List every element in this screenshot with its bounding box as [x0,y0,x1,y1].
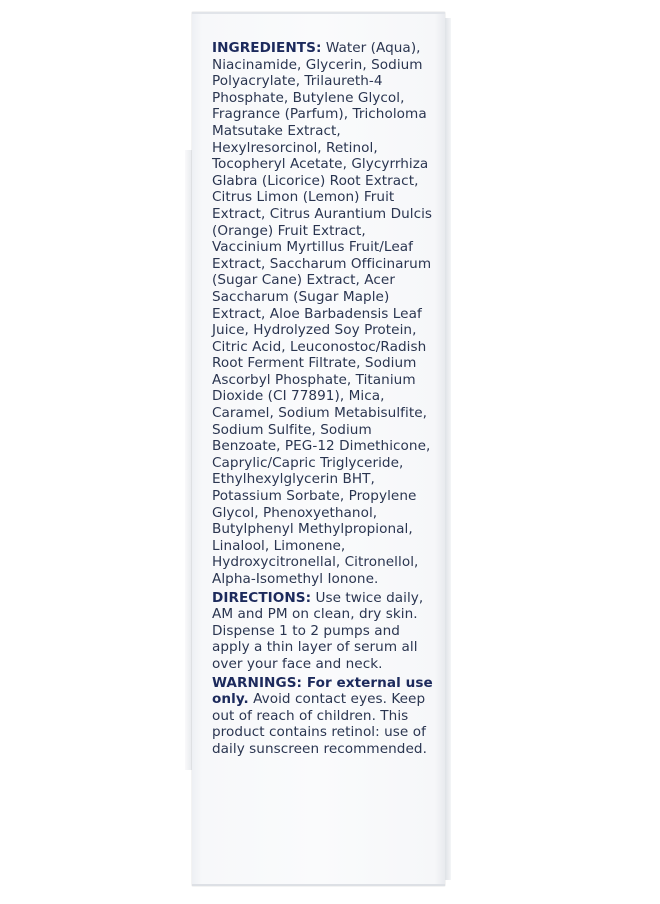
warnings-text: Avoid contact eyes. Keep out of reach of children. This product contains retinol: use of daily sunscreen recommended. [212,691,427,757]
ingredients-paragraph [212,40,440,588]
directions-heading: DIRECTIONS: [212,589,312,606]
warnings-heading: WARNINGS: [212,674,303,691]
warnings-paragraph [212,675,440,758]
directions-paragraph [212,590,440,673]
label-text-block [212,40,440,760]
box-bottom-edge [192,884,445,886]
box-top-edge [192,12,445,14]
ingredients-list: Water (Aqua), Niacinamide, Glycerin, Sodium Polyacrylate, Trilaureth-4 Phosphate, Butylene Glycol, Fragrance (Parfum), Tricholoma Matsutake Extract, Hexylresorcinol, Retinol, Tocopheryl Acetate, Glycyrrhiza Glabra (Licorice) Root Extract, Citrus Limon (Lemon) Fruit Extract, Citrus Aurantium Dulcis (Orange) Fruit Extract, Vaccinium Myrtillus Fruit/Leaf Extract, Saccharum Officinarum (Sugar Cane) Extract, Acer Saccharum (Sugar Maple) Extract, Aloe Barbadensis Leaf Juice, Hydrolyzed Soy Protein, Citric Acid, Leuconostoc/Radish Root Ferment Filtrate, Sodium Ascorbyl Phosphate, Titanium Dioxide (CI 77891), Mica, Caramel, Sodium Metabisulfite, Sodium Sulfite, Sodium Benzoate, PEG-12 Dimethicone, Caprylic/Capric Triglyceride, Ethylhexylglycerin BHT, Potassium Sorbate, Propylene Glycol, Phenoxyethanol, Butylphenyl Methylpropional, Linalool, Limonene, Hydroxycitronellal, Citronellol, Alpha-Isomethyl Ionone. [212,40,433,587]
ingredients-heading: INGREDIENTS: [212,40,322,56]
directions-text: Use twice daily, AM and PM on clean, dry skin. Dispense 1 to 2 pumps and apply a thin layer of serum all over your face and neck. [212,589,424,672]
box-right-edge [445,18,451,880]
warnings-emphasis: For external use only. [212,674,433,708]
